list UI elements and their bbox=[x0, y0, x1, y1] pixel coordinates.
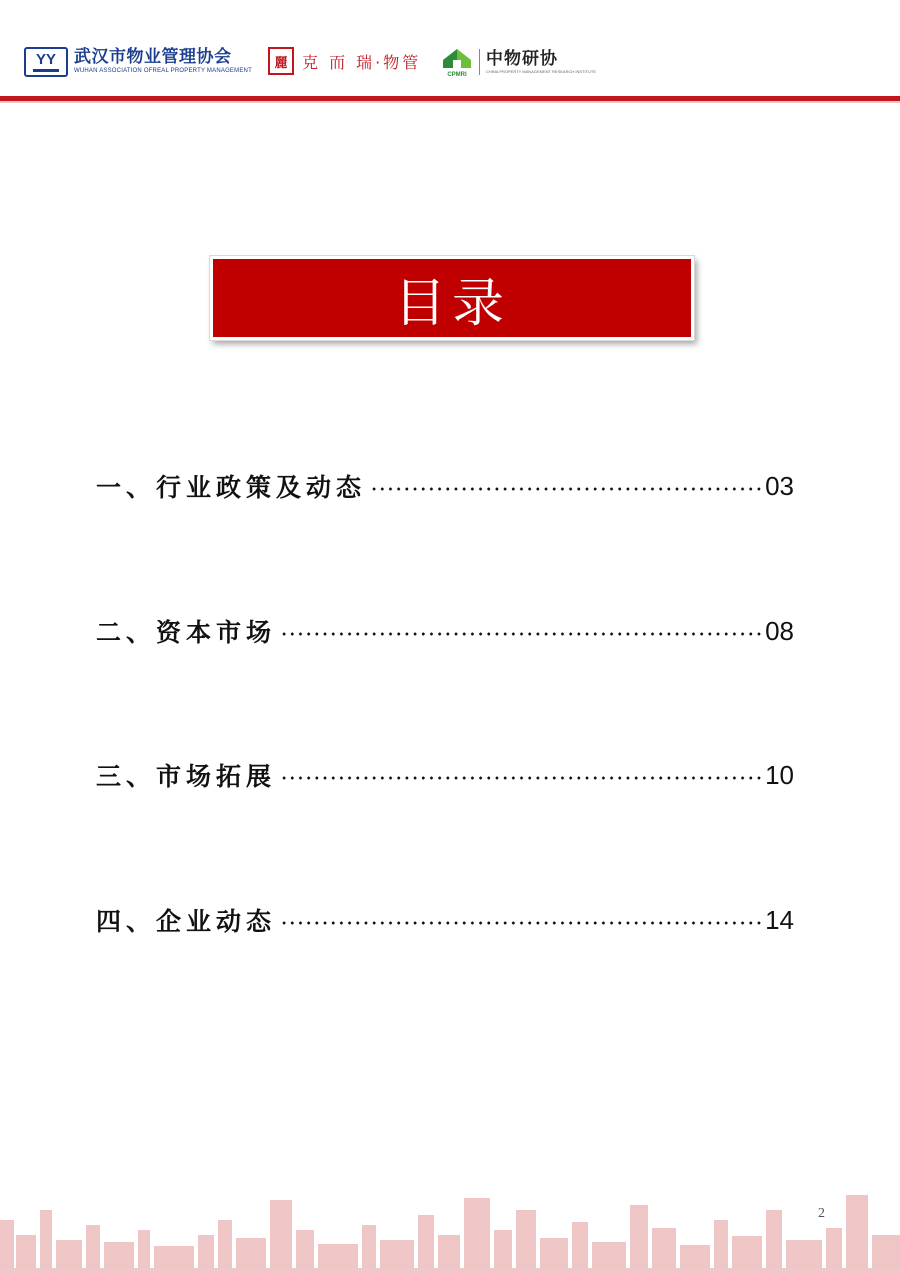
cpmri-logo bbox=[441, 46, 596, 78]
cric-property-name: 克 而 瑞·物管 bbox=[302, 52, 422, 72]
toc-leader-dots bbox=[280, 632, 761, 636]
city-skyline-decoration bbox=[0, 1180, 900, 1273]
toc-entry-label: 四、企业动态 bbox=[96, 907, 277, 936]
toc-entry[interactable] bbox=[96, 613, 794, 649]
cric-seal-icon: 麗 bbox=[268, 47, 294, 75]
toc-title-banner bbox=[210, 256, 694, 340]
toc-leader-dots bbox=[280, 776, 761, 780]
cpmri-name-cn: 中物研协 bbox=[486, 49, 558, 69]
association-name-en: WUHAN ASSOCIATION OFREAL PROPERTY MANAGEMENT bbox=[74, 68, 252, 74]
toc-entry[interactable] bbox=[96, 757, 794, 793]
toc-entry-page: 10 bbox=[765, 759, 794, 790]
toc-entry-label: 三、市场拓展 bbox=[96, 762, 277, 791]
toc-entry[interactable] bbox=[96, 902, 794, 938]
toc-entry-label: 二、资本市场 bbox=[96, 618, 277, 647]
toc-entry-page: 08 bbox=[765, 615, 794, 646]
page-number: 2 bbox=[818, 1206, 825, 1221]
emblem-mark-text: YY bbox=[35, 51, 56, 68]
toc-leader-dots bbox=[280, 921, 761, 925]
toc-leader-dots bbox=[370, 487, 761, 491]
toc-entry-page: 14 bbox=[765, 904, 794, 935]
cpmri-house-icon bbox=[441, 46, 473, 78]
cpmri-abbr: CPMRI bbox=[447, 72, 467, 78]
cric-property-logo bbox=[268, 46, 421, 76]
header-divider-shadow bbox=[0, 101, 900, 103]
toc-entry-label: 一、行业政策及动态 bbox=[96, 473, 367, 502]
toc-entry-page: 03 bbox=[765, 470, 794, 501]
toc-entry[interactable] bbox=[96, 468, 794, 504]
cpmri-name-en: CHINA PROPERTY MANAGEMENT RESEARCH INSTITUTE bbox=[486, 69, 597, 74]
page-header bbox=[0, 0, 900, 104]
wuhan-association-emblem-icon bbox=[24, 47, 68, 77]
association-name-cn: 武汉市物业管理协会 bbox=[74, 47, 232, 67]
wuhan-association-logo bbox=[24, 46, 252, 78]
page-title: 目录 bbox=[393, 273, 510, 334]
